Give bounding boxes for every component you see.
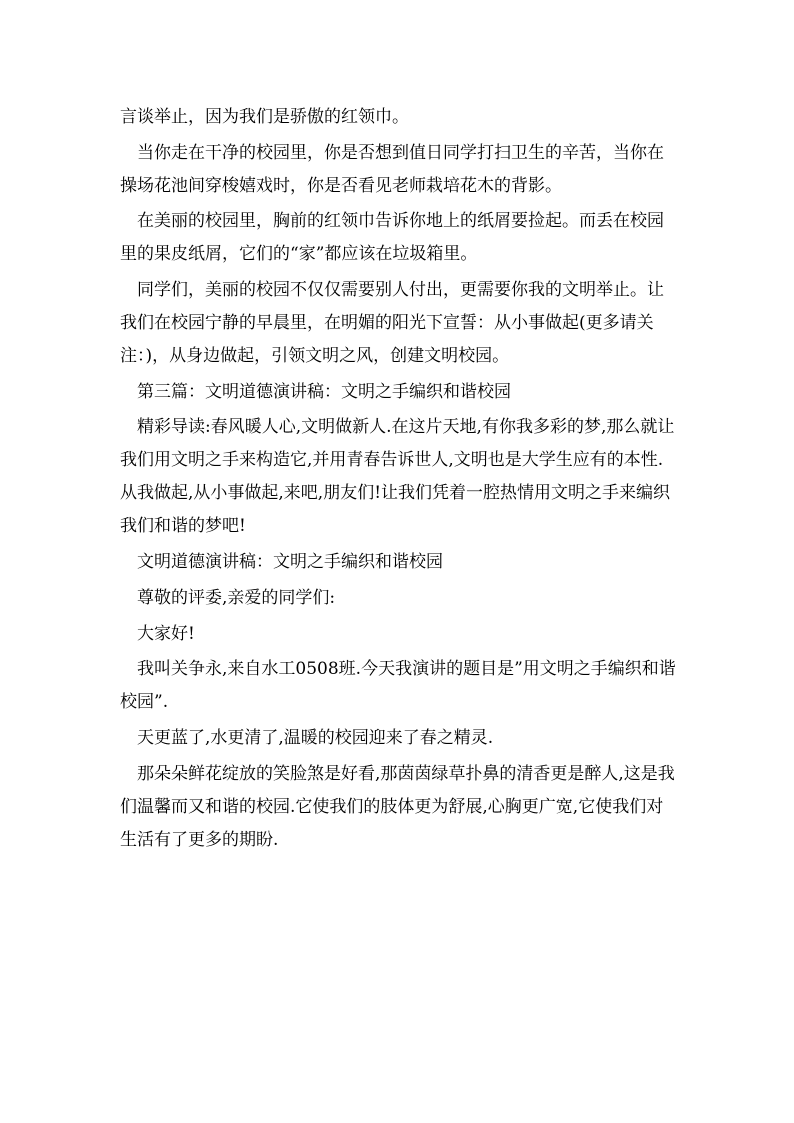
document-body [120, 101, 676, 857]
section-heading: 第三篇：文明道德演讲稿：文明之手编织和谐校园 [137, 381, 511, 402]
paragraph-flowers: 那朵朵鲜花绽放的笑脸煞是好看,那茵茵绿草扑鼻的清香更是醉人,这是我们温馨而又和谐的校园.它使我们的肢体更为舒展,心胸更广宽,它使我们对生活有了更多的期盼. [120, 763, 675, 850]
greeting: 大家好! [137, 623, 195, 644]
paragraph-4: 同学们，美丽的校园不仅仅需要别人付出，更需要你我的文明举止。让我们在校园宁静的早晨里，在明媚的阳光下宣誓：从小事做起(更多请关注：)，从身边做起，引领文明之风，创建文明校园。 [120, 280, 664, 367]
salutation: 尊敬的评委,亲爱的同学们: [137, 587, 336, 608]
paragraph-self-intro: 我叫关争永,来自水工0508班.今天我演讲的题目是”用文明之手编织和谐校园”. [120, 659, 676, 713]
speech-title: 文明道德演讲稿：文明之手编织和谐校园 [137, 552, 443, 573]
paragraph-3: 在美丽的校园里，胸前的红领巾告诉你地上的纸屑要捡起。而丢在校园里的果皮纸屑，它们的“家”都应该在垃圾箱里。 [120, 211, 664, 265]
paragraph-1: 言谈举止，因为我们是骄傲的红领巾。 [120, 107, 409, 127]
paragraph-intro: 精彩导读:春风暖人心,文明做新人.在这片天地,有你我多彩的梦,那么就让我们用文明之手来构造它,并用青春告诉世人,文明也是大学生应有的本性.从我做起,从小事做起,来吧,朋友们!让我们凭着一腔热情用文明之手来编织我们和谐的梦吧! [120, 417, 675, 537]
paragraph-2: 当你走在干净的校园里，你是否想到值日同学打扫卫生的辛苦，当你在操场花池间穿梭嬉戏时，你是否看见老师栽培花木的背影。 [120, 142, 664, 196]
paragraph-sky: 天更蓝了,水更清了,温暖的校园迎来了春之精灵. [137, 727, 494, 748]
